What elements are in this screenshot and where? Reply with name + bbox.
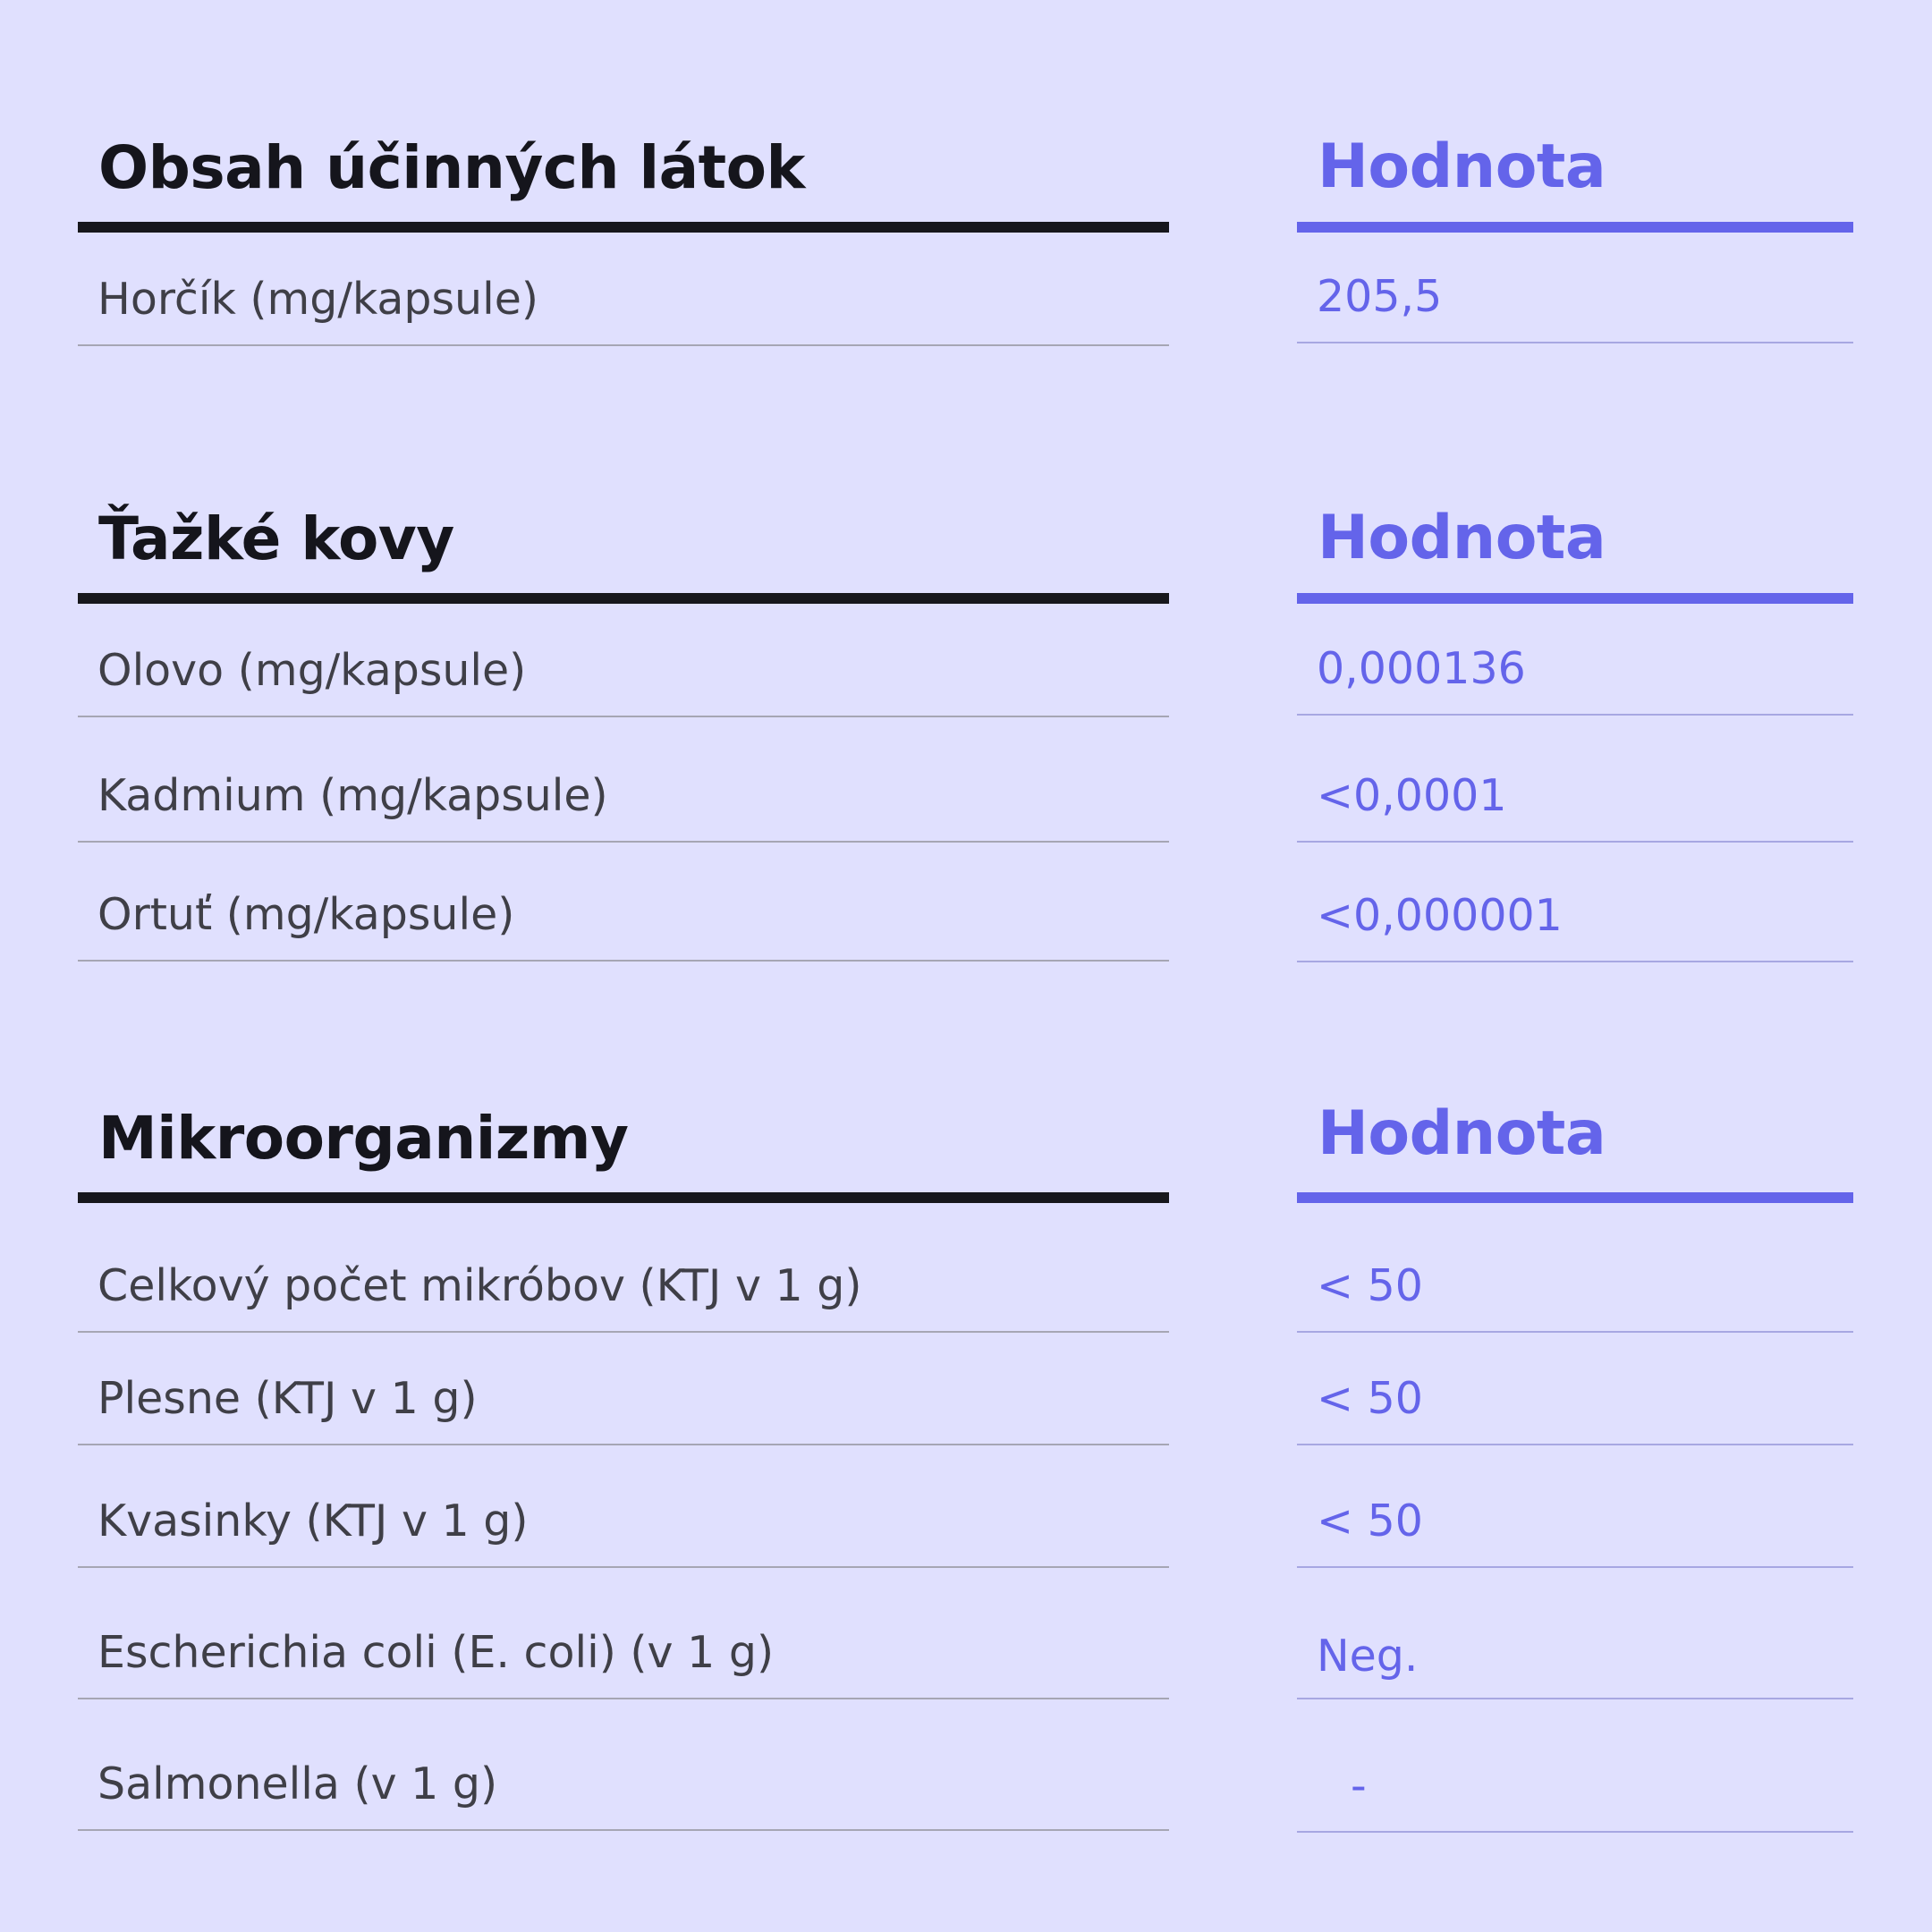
section-left-column xyxy=(78,504,1169,962)
section-right-column xyxy=(1297,503,1853,962)
value-header xyxy=(1297,131,1853,233)
table-row xyxy=(1297,1333,1853,1445)
table-row xyxy=(78,1203,1169,1333)
header-rule xyxy=(78,593,1169,604)
section-title: Obsah účinných látok xyxy=(98,133,805,202)
table-row xyxy=(78,233,1169,346)
table-row xyxy=(1297,716,1853,843)
row-label: Plesne (KTJ v 1 g) xyxy=(97,1373,478,1424)
section-right-column xyxy=(1297,131,1853,343)
table-row xyxy=(78,1568,1169,1699)
row-value: <0,0001 xyxy=(1317,770,1507,821)
value-header-title: Hodnota xyxy=(1318,1098,1606,1169)
table-row xyxy=(1297,233,1853,343)
table-row xyxy=(1297,1699,1853,1833)
row-label: Salmonella (v 1 g) xyxy=(97,1758,498,1809)
section-left-column xyxy=(78,1104,1169,1831)
row-value: 0,000136 xyxy=(1317,643,1526,694)
table-row xyxy=(78,717,1169,843)
table-row xyxy=(1297,1203,1853,1333)
row-value: Neg. xyxy=(1317,1631,1419,1682)
table-row xyxy=(1297,1445,1853,1568)
value-header-rule xyxy=(1297,593,1853,604)
value-header xyxy=(1297,503,1853,604)
section-header xyxy=(78,1104,1169,1203)
section-header xyxy=(78,133,1169,233)
value-header xyxy=(1297,1098,1853,1203)
row-value: <0,000001 xyxy=(1317,890,1563,941)
value-header-title: Hodnota xyxy=(1318,131,1606,202)
row-label: Celkový počet mikróbov (KTJ v 1 g) xyxy=(97,1260,862,1311)
value-header-rule xyxy=(1297,222,1853,233)
row-label: Escherichia coli (E. coli) (v 1 g) xyxy=(97,1627,775,1678)
row-label: Horčík (mg/kapsule) xyxy=(97,274,538,325)
section-left-column xyxy=(78,133,1169,346)
row-label: Kvasinky (KTJ v 1 g) xyxy=(97,1496,529,1546)
row-label: Kadmium (mg/kapsule) xyxy=(97,770,608,821)
section-title: Mikroorganizmy xyxy=(98,1104,629,1173)
section-title: Ťažké kovy xyxy=(98,504,454,573)
table-row xyxy=(1297,1568,1853,1699)
row-value: < 50 xyxy=(1317,1260,1423,1311)
row-value: - xyxy=(1351,1760,1367,1811)
row-value: 205,5 xyxy=(1317,271,1443,322)
section-right-column xyxy=(1297,1098,1853,1833)
row-value: < 50 xyxy=(1317,1496,1423,1546)
value-header-rule xyxy=(1297,1192,1853,1203)
table-row xyxy=(1297,843,1853,962)
row-label: Ortuť (mg/kapsule) xyxy=(97,889,515,940)
table-row xyxy=(1297,604,1853,716)
section-header xyxy=(78,504,1169,604)
row-label: Olovo (mg/kapsule) xyxy=(97,645,527,696)
table-row xyxy=(78,843,1169,962)
table-row xyxy=(78,1699,1169,1831)
row-value: < 50 xyxy=(1317,1373,1423,1424)
table-row xyxy=(78,1333,1169,1445)
header-rule xyxy=(78,222,1169,233)
header-rule xyxy=(78,1192,1169,1203)
value-header-title: Hodnota xyxy=(1318,503,1606,573)
table-row xyxy=(78,604,1169,717)
table-row xyxy=(78,1445,1169,1568)
